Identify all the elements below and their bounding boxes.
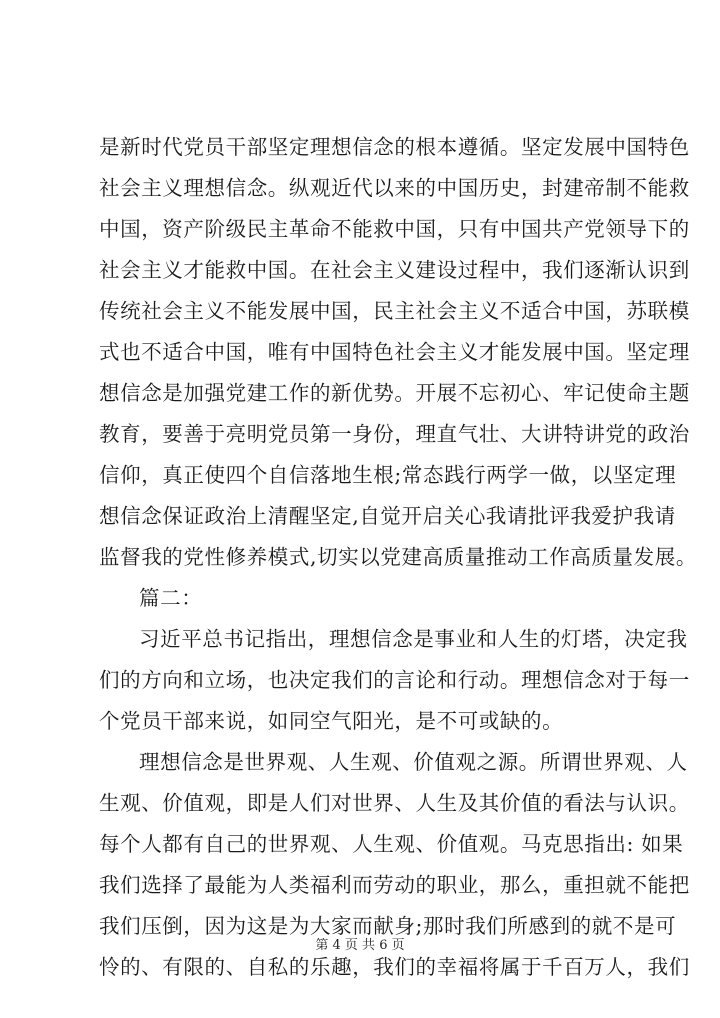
- text-line: 个党员干部来说，如同空气阳光，是不可或缺的。: [99, 709, 564, 733]
- text-line: 信仰，真正使四个自信落地生根;常态践行两学一做，以坚定理: [99, 463, 677, 487]
- text-line: 生观、价值观，即是人们对世界、人生及其价值的看法与认识。: [99, 791, 690, 815]
- text-line: 教育，要善于亮明党员第一身份，理直气壮、大讲特讲党的政治: [99, 422, 690, 446]
- text-line: 每个人都有自己的世界观、人生观、价值观。马克思指出: 如果: [99, 832, 684, 856]
- text-line: 社会主义理想信念。纵观近代以来的中国历史，封建帝制不能救: [99, 176, 690, 200]
- text-line: 理想信念是世界观、人生观、价值观之源。所谓世界观、人: [139, 750, 688, 774]
- text-line: 想信念是加强党建工作的新优势。开展不忘初心、牢记使命主题: [99, 381, 690, 405]
- text-line: 们的方向和立场，也决定我们的言论和行动。理想信念对于每一: [99, 668, 690, 692]
- text-line: 中国，资产阶级民主革命不能救中国，只有中国共产党领导下的: [99, 217, 690, 241]
- text-line: 是新时代党员干部坚定理想信念的根本遵循。坚定发展中国特色: [99, 135, 690, 159]
- text-line: 传统社会主义不能发展中国，民主社会主义不适合中国，苏联模: [99, 299, 690, 323]
- text-line: 我们压倒，因为这是为大家而献身;那时我们所感到的就不是可: [99, 914, 677, 938]
- section-title: 篇二：: [139, 586, 203, 610]
- text-line: 监督我的党性修养模式,切实以党建高质量推动工作高质量发展。: [99, 545, 697, 569]
- text-line: 我们选择了最能为人类福利而劳动的职业，那么，重担就不能把: [99, 873, 690, 897]
- text-line: 习近平总书记指出，理想信念是事业和人生的灯塔，决定我: [139, 627, 688, 651]
- text-line: 式也不适合中国，唯有中国特色社会主义才能发展中国。坚定理: [99, 340, 690, 364]
- page-footer: [0, 938, 720, 954]
- text-line: 社会主义才能救中国。在社会主义建设过程中，我们逐渐认识到: [99, 258, 690, 282]
- text-line: 怜的、有限的、自私的乐趣，我们的幸福将属于千百万人，我们: [99, 955, 690, 979]
- page-number: 第 4 页 共 6 页: [315, 938, 405, 953]
- text-line: 想信念保证政治上清醒坚定,自觉开启关心我请批评我爱护我请: [99, 504, 676, 528]
